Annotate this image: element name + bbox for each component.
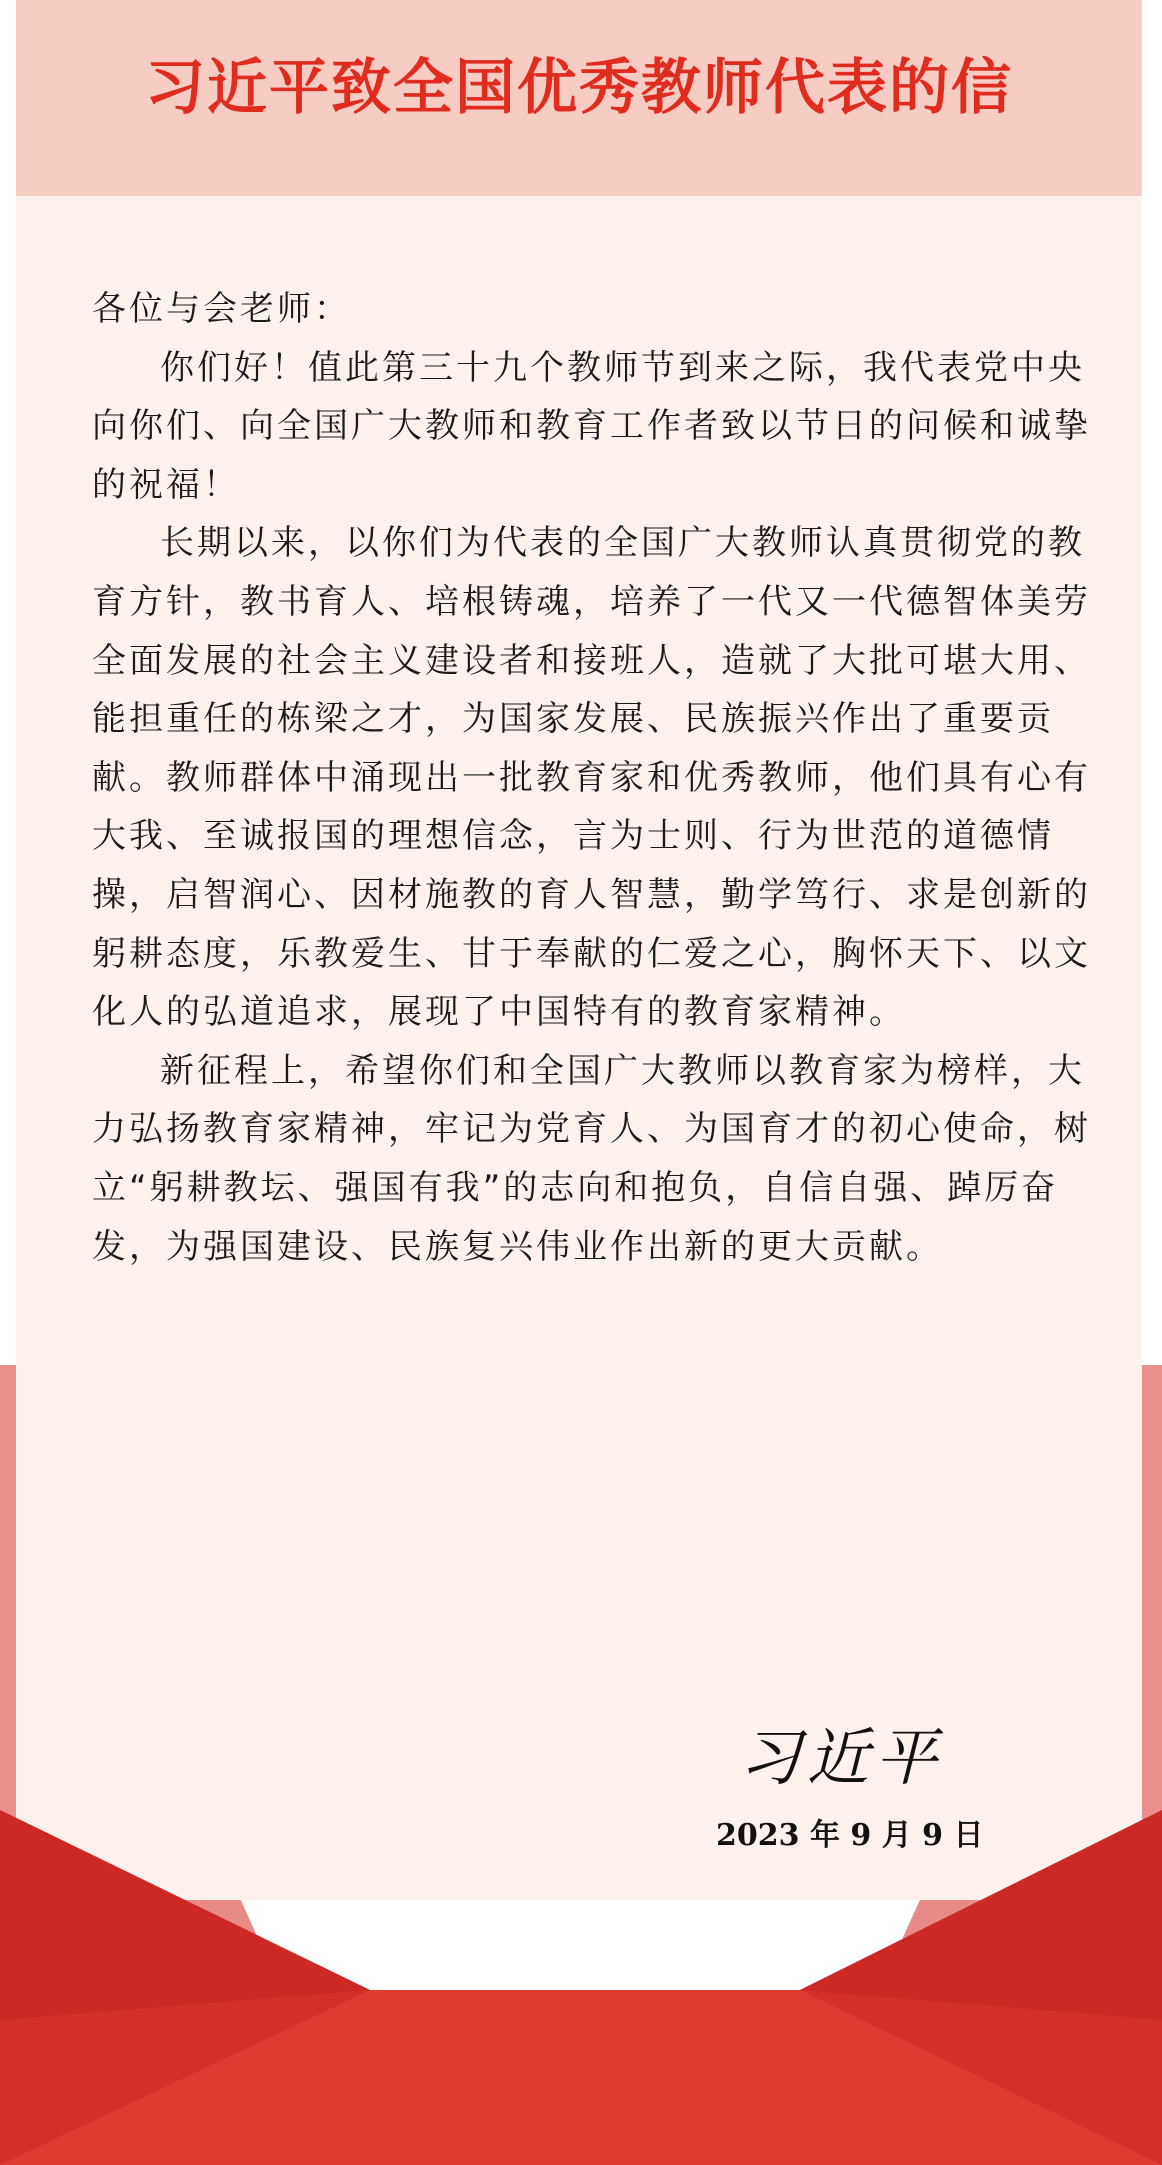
letter-date: 2023 年 9 月 9 日 <box>716 1818 984 1853</box>
signature: 习近平 <box>738 1721 943 1794</box>
letter-paragraph-3: 新征程上，希望你们和全国广大教师以教育家为榜样，大力弘扬教育家精神，牢记为党育人、为国育才的初心使命，树立“躬耕教坛、强国有我”的志向和抱负，自信自强、踔厉奋发，为强国建设、民族复兴伟业作出新的更大贡献。 <box>92 1050 1091 1267</box>
envelope-right-fold-shadow <box>800 1810 1162 2020</box>
letter-paragraph-1: 你们好！值此第三十九个教师节到来之际，我代表党中央向你们、向全国广大教师和教育工作者致以节日的问候和诚挚的祝福！ <box>92 347 1091 505</box>
letter-title: 习近平致全国优秀教师代表的信 <box>145 53 1013 123</box>
envelope-left-fold-shadow <box>0 1810 370 2020</box>
letter-salutation: 各位与会老师： <box>92 289 351 329</box>
letter-paragraph-2: 长期以来，以你们为代表的全国广大教师认真贯彻党的教育方针，教书育人、培根铸魂，培养了一代又一代德智体美劳全面发展的社会主义建设者和接班人，造就了大批可堪大用、能担重任的栋梁之才，为国家发展、民族振兴作出了重要贡献。教师群体中涌现出一批教育家和优秀教师，他们具有心有大我、至诚报国的理想信念，言为士则、行为世范的道德情操，启智润心、因材施教的育人智慧，勤学笃行、求是创新的躬耕态度，乐教爱生、甘于奉献的仁爱之心，胸怀天下、以文化人的弘道追求，展现了中国特有的教育家精神。 <box>92 523 1091 1033</box>
